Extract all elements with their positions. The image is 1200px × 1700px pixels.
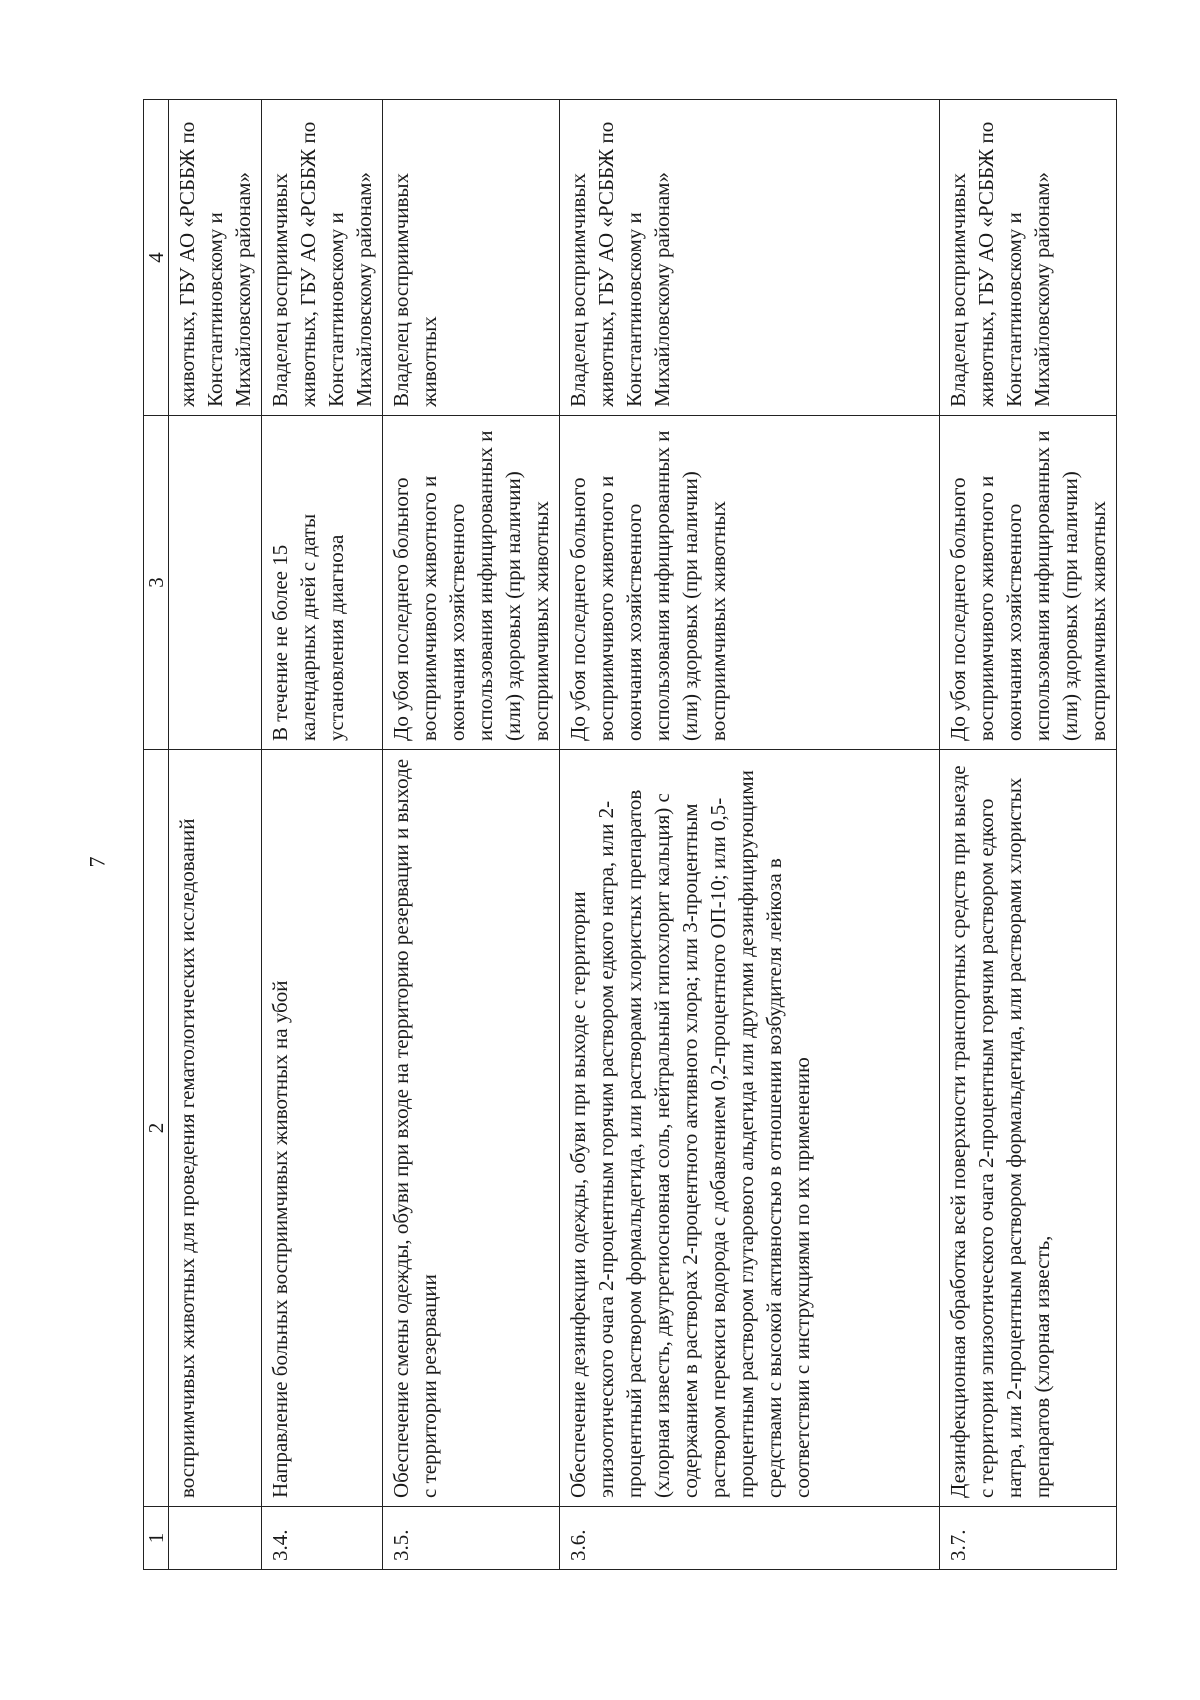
row-number: 3.4. [262, 1507, 383, 1570]
responsible-cell: животных, ГБУ АО «РСББЖ по Константиновскому и Михайловскому районам» [169, 100, 262, 416]
row-number: 3.7. [940, 1507, 1117, 1570]
row-number: 3.6. [560, 1507, 940, 1570]
header-cell-3: 3 [144, 416, 169, 750]
term-cell: До убоя последнего больного восприимчивого животного и окончания хозяйственного использования инфицированных и (или) здоровых (при наличии) восприимчивых животных [940, 416, 1117, 750]
page-number: 7 [84, 856, 110, 868]
responsible-cell: Владелец восприимчивых животных, ГБУ АО «РСББЖ по Константиновскому и Михайловскому районам» [262, 100, 383, 416]
table-row [940, 100, 1117, 1570]
table-header-row [144, 100, 169, 1570]
table-row [383, 100, 560, 1570]
row-number [169, 1507, 262, 1570]
term-cell: В течение не более 15 календарных дней с даты установления диагноза [262, 416, 383, 750]
responsible-cell: Владелец восприимчивых животных, ГБУ АО «РСББЖ по Константиновскому и Михайловскому районам» [560, 100, 940, 416]
table-row [169, 100, 262, 1570]
measure-cell: Обеспечение дезинфекции одежды, обуви при выходе с территории эпизоотического очага 2-процентным горячим раствором едкого натра, или 2-процентный раствором формальдегида, или растворами хлористых препаратов (хлорная известь, двутретиосновная соль, нейтральный гипохлорит кальция) с содержанием в растворах 2-процентного активного хлора; или 3-процентным раствором перекиси водорода с добавлением 0,2-процентного ОП-10; или 0,5-процентным раствором глутарового альдегида или другими дезинфицирующими средствами с высокой активностью в отношении возбудителя лейкоза в соответствии с инструкциями по их применению [560, 750, 940, 1507]
header-cell-4: 4 [144, 100, 169, 416]
term-cell: До убоя последнего больного восприимчивого животного и окончания хозяйственного использования инфицированных и (или) здоровых (при наличии) восприимчивых животных [383, 416, 560, 750]
header-cell-1: 1 [144, 1507, 169, 1570]
measure-cell: Обеспечение смены одежды, обуви при входе на территорию резервации и выходе с территории резервации [383, 750, 560, 1507]
responsible-cell: Владелец восприимчивых животных, ГБУ АО «РСББЖ по Константиновскому и Михайловскому районам» [940, 100, 1117, 416]
measure-cell: Направление больных восприимчивых животных на убой [262, 750, 383, 1507]
rotated-page-content [143, 100, 1110, 1570]
row-number: 3.5. [383, 1507, 560, 1570]
measure-cell: Дезинфекционная обработка всей поверхности транспортных средств при выезде с территории эпизоотического очага 2-процентным горячим раствором едкого натра, или 2-процентным раствором формальдегида, или растворами хлористых препаратов (хлорная известь, [940, 750, 1117, 1507]
header-cell-2: 2 [144, 750, 169, 1507]
table-row [560, 100, 940, 1570]
term-cell: До убоя последнего больного восприимчивого животного и окончания хозяйственного использования инфицированных и (или) здоровых (при наличии) восприимчивых животных [560, 416, 940, 750]
measures-table [143, 99, 1117, 1570]
measure-cell: восприимчивых животных для проведения гематологических исследований [169, 750, 262, 1507]
responsible-cell: Владелец восприимчивых животных [383, 100, 560, 416]
table-row [262, 100, 383, 1570]
term-cell [169, 416, 262, 750]
